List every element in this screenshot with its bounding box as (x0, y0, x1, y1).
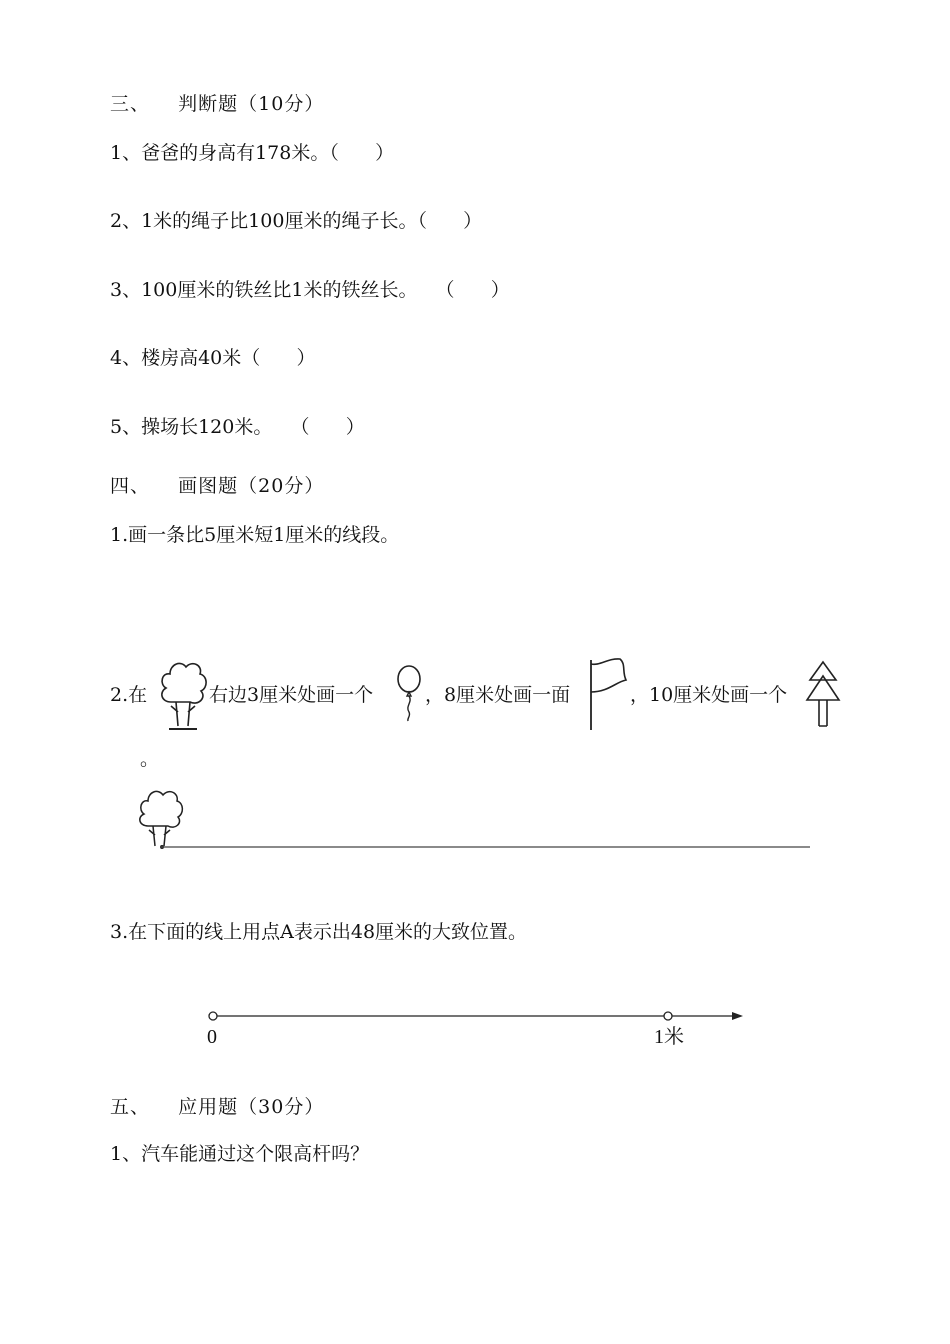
judge-item-2: 2、1米的绳子比100厘米的绳子长。（ ） (110, 210, 483, 232)
q2-part-balloon: ，8厘米处画一面 (425, 684, 571, 706)
pine-tree-icon (804, 660, 842, 728)
number-line (205, 1008, 750, 1024)
section-3-heading: 三、 判断题（10分） (110, 93, 325, 115)
tree-icon (157, 656, 209, 732)
balloon-icon (395, 664, 425, 722)
section-4-heading: 四、 画图题（20分） (110, 475, 325, 497)
q2-end: 。 (140, 748, 160, 770)
drawing-base-line (160, 845, 812, 849)
q2-part-flag: ，10厘米处画一个 (630, 684, 788, 706)
judge-item-1: 1、爸爸的身高有178米。（ ） (110, 142, 395, 164)
section-5-heading: 五、 应用题（30分） (110, 1096, 325, 1118)
judge-item-4: 4、楼房高40米（ ） (110, 347, 316, 369)
number-line-end-label: 1米 (654, 1026, 684, 1048)
number-line-start-label: 0 (207, 1026, 217, 1048)
draw-question-3: 3.在下面的线上用点A表示出48厘米的大致位置。 (110, 921, 528, 943)
flag-icon (586, 656, 630, 732)
q2-prefix: 2.在 (110, 684, 148, 706)
judge-item-3: 3、100厘米的铁丝比1米的铁丝长。 （ ） (110, 279, 510, 301)
tree-icon-on-line (136, 786, 186, 852)
judge-item-5: 5、操场长120米。 （ ） (110, 416, 365, 438)
q2-part-tree: 右边3厘米处画一个 (209, 684, 374, 706)
draw-question-1: 1.画一条比5厘米短1厘米的线段。 (110, 524, 400, 546)
application-question-1: 1、汽车能通过这个限高杆吗？ (110, 1143, 370, 1165)
